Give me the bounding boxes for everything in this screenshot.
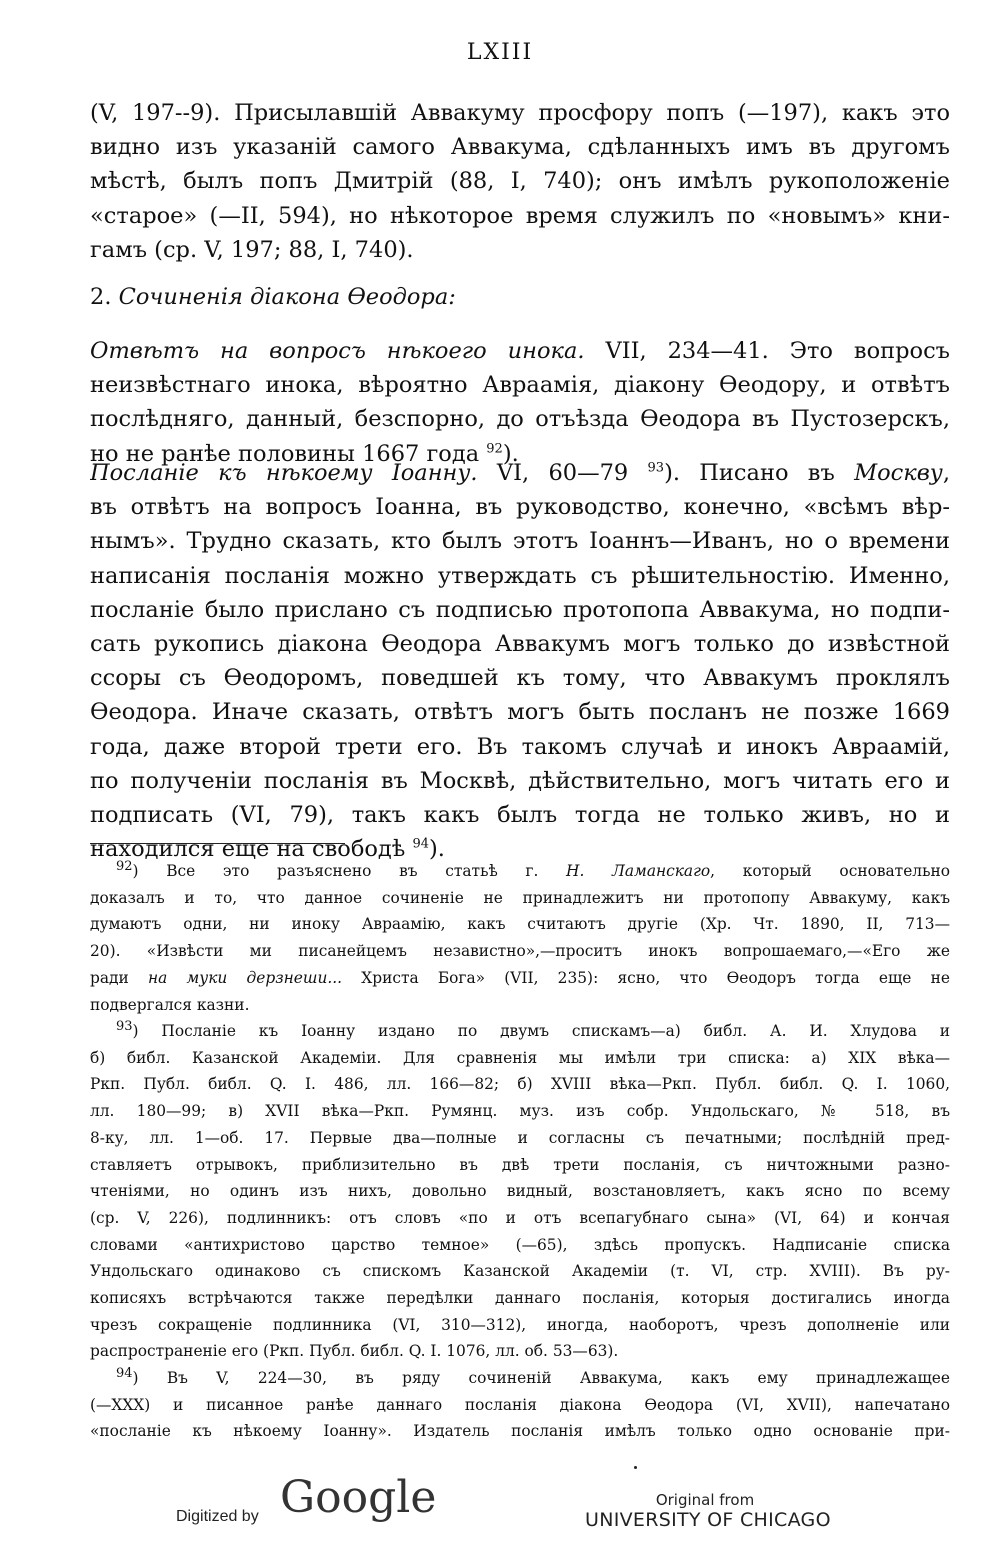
text-line: послѣдняго, данный, безспорно, до отъѣзда Өеодора въ Пустозерскъ, — [90, 406, 950, 433]
footnote-92 — [90, 858, 950, 1018]
speck — [634, 1466, 637, 1469]
google-logo: Google — [280, 1472, 437, 1523]
text-fragment: , — [942, 460, 950, 486]
text-line: видно изъ указаній самого Аввакума, сдѣланныхъ имъ въ другомъ — [90, 134, 950, 161]
text-fragment: ). — [502, 440, 519, 467]
text-fragment: ) Все это разъяснено въ статьѣ г. — [132, 862, 567, 880]
text-line: сать рукопись діакона Өеодора Аввакумъ могъ только до извѣстной — [90, 631, 950, 658]
footnote-line: Ундольскаго одинаково съ спискомъ Казанской Академіи (т. VI, стр. XVIII). Въ ру- — [90, 1262, 950, 1281]
text-line: гамъ (ср. V, 197; 88, I, 740). — [90, 236, 414, 263]
text-fragment: ). — [429, 836, 445, 863]
section-number: 2. — [90, 284, 112, 310]
work-title: Отвѣтъ на вопросъ нѣкоего инока. — [90, 338, 585, 364]
text-line: «старое» (—II, 594), но нѣкоторое время служилъ по «новымъ» кни- — [90, 202, 950, 229]
text-line: мѣстѣ, былъ попъ Дмитрій (88, I, 740); онъ имѣлъ рукоположеніе — [90, 168, 950, 195]
footnote-line — [90, 1018, 950, 1045]
text-line: написанія посланія можно утверждать съ рѣшительностію. Именно, — [90, 562, 950, 589]
section-title: Сочиненія діакона Өеодора: — [118, 284, 456, 310]
work-answer-paragraph — [90, 334, 950, 471]
footnote-line: думаютъ одни, ни иноку Авраамію, какъ считаютъ другіе (Хр. Чт. 1890, II, 713— — [90, 915, 950, 934]
author-name: Н. Ламанскаго — [566, 862, 711, 880]
text-fragment: ради — [90, 968, 148, 987]
footnote-94 — [90, 1365, 950, 1445]
footnote-line: Ркп. Публ. библ. Q. I. 486, лл. 166—82; б) XVIII вѣка—Ркп. Публ. библ. Q. I. 1060, — [90, 1075, 950, 1094]
footnote-divider — [90, 843, 345, 844]
footnote-line: кописяхъ встрѣчаются также передѣлки даннаго посланія, которыя достигались иногда — [90, 1289, 950, 1308]
footnote-marker: 94 — [116, 1365, 133, 1381]
quote: на муки дерзнеши... — [147, 968, 343, 987]
text-fragment: ). Писано въ — [664, 460, 855, 486]
footnote-line: ставляетъ отрывокъ, приблизительно въ двѣ трети посланія, съ ничтожными разно- — [90, 1155, 950, 1174]
text-fragment: но не ранѣе половины 1667 года — [90, 440, 480, 467]
text-line: (V, 197--9). Присылавшій Аввакуму просфору попъ (—197), какъ это — [90, 100, 950, 126]
digitized-by-label: Digitized by — [176, 1508, 259, 1525]
page-number: LXIII — [466, 40, 534, 65]
text-line — [90, 334, 950, 368]
text-fragment: находился еще на свободѣ — [90, 836, 413, 863]
text-line: ссоры съ Өеодоромъ, поведшей къ тому, что Аввакумъ проклялъ — [90, 665, 950, 692]
text-line: подписать (VI, 79), такъ какъ былъ тогда не только живъ, но и — [90, 802, 950, 829]
footnote-ref: 92 — [486, 441, 503, 457]
footnote-line: доказалъ и то, что данное сочиненіе не принадлежитъ ни протопопу Аввакуму, какъ — [90, 888, 950, 907]
footnote-line — [90, 965, 950, 992]
place-name: Москву — [854, 460, 943, 486]
footnote-line: чрезъ сокращеніе подлинника (VI, 310—312), иногда, наоборотъ, чрезъ дополненіе или — [90, 1315, 950, 1334]
text-line: посланіе было прислано съ подписью протопопа Аввакума, но подпи- — [90, 596, 950, 623]
text-line: нымъ». Трудно сказать, кто былъ этотъ Іоаннъ—Иванъ, но о времени — [90, 528, 950, 555]
text-line: неизвѣстнаго инока, вѣроятно Авраамія, діакону Өеодору, и отвѣтъ — [90, 372, 950, 399]
footnote-line: (ср. V, 226), подлинникъ: отъ словъ «по и отъ всепагубнаго сына» (VI, 64) и кончая — [90, 1208, 950, 1227]
text-fragment: Христа Бога» (VII, 235): ясно, что Өеодоръ тогда еще не — [342, 968, 950, 987]
text-line: по полученіи посланія въ Москвѣ, дѣйствительно, могъ читать его и — [90, 767, 950, 794]
footnote-marker: 93 — [116, 1018, 133, 1034]
text-fragment: , который основательно — [710, 862, 950, 880]
footnote-line: распространеніе его (Ркп. Публ. библ. Q. I. 1076, лл. об. 53—63). — [90, 1342, 619, 1361]
footnote-marker: 92 — [116, 858, 133, 874]
text-fragment: ) Посланіе къ Іоанну издано по двумъ спискамъ—а) библ. А. И. Хлудова и — [132, 1022, 950, 1040]
footnote-line — [90, 858, 950, 885]
footnote-line: словами «антихристово царство темное» (—65), здѣсь пропускъ. Надписаніе списка — [90, 1235, 950, 1254]
text-line — [90, 456, 950, 490]
text-fragment: ) Въ V, 224—30, въ ряду сочиненій Аввакума, какъ ему принадлежащее — [132, 1369, 950, 1387]
text-fragment: VI, 60—79 — [477, 460, 648, 486]
work-epistle-paragraph — [90, 456, 950, 866]
footnote-line: 8-ку, лл. 1—об. 17. Первые два—полные и согласны съ печатными; послѣдній пред- — [90, 1128, 950, 1147]
text-line: въ отвѣтъ на вопросъ Іоанна, въ руководство, конечно, «всѣмъ вѣр- — [90, 494, 950, 521]
original-from-label: Original from — [655, 1491, 755, 1509]
original-from-watermark — [585, 1491, 831, 1531]
footnote-line — [90, 1365, 950, 1392]
footnote-line: «посланіе къ нѣкоему Іоанну». Издатель посланія имѣлъ только одно основаніе при- — [90, 1422, 950, 1441]
work-title: Посланіе къ нѣкоему Іоанну. — [90, 460, 478, 486]
intro-paragraph — [90, 96, 950, 267]
footnote-ref: 94 — [412, 836, 430, 852]
institution-name: UNIVERSITY OF CHICAGO — [585, 1509, 831, 1531]
footnote-line: (—XXX) и писанное ранѣе даннаго посланія діакона Өеодора (VI, XVII), напечатано — [90, 1395, 950, 1414]
text-line: Өеодора. Иначе сказать, отвѣтъ могъ быть посланъ не позже 1669 — [90, 699, 950, 726]
footnote-ref: 93 — [647, 460, 665, 476]
footnote-line: подвергался казни. — [90, 995, 250, 1014]
footnote-line: 20). «Извѣсти ми писанейцемъ независтно»,—проситъ инокъ вопрошаемаго,—«Его же — [90, 942, 950, 961]
footnote-93 — [90, 1018, 950, 1365]
section-heading — [90, 280, 950, 314]
footnote-line: б) библ. Казанской Академіи. Для сравненія мы имѣли три списка: а) XIX вѣка— — [90, 1048, 950, 1067]
footnote-line: чтеніями, но одинъ изъ нихъ, довольно видный, возстановляетъ, какъ ясно по всему — [90, 1182, 950, 1201]
text-fragment: VII, 234—41. Это вопросъ — [584, 338, 950, 364]
footnote-line: лл. 180—99; в) XVII вѣка—Ркп. Румянц. муз. изъ собр. Ундольскаго, № 518, въ — [90, 1102, 950, 1121]
text-line: года, даже второй трети его. Въ такомъ случаѣ и инокъ Авраамій, — [90, 733, 950, 760]
